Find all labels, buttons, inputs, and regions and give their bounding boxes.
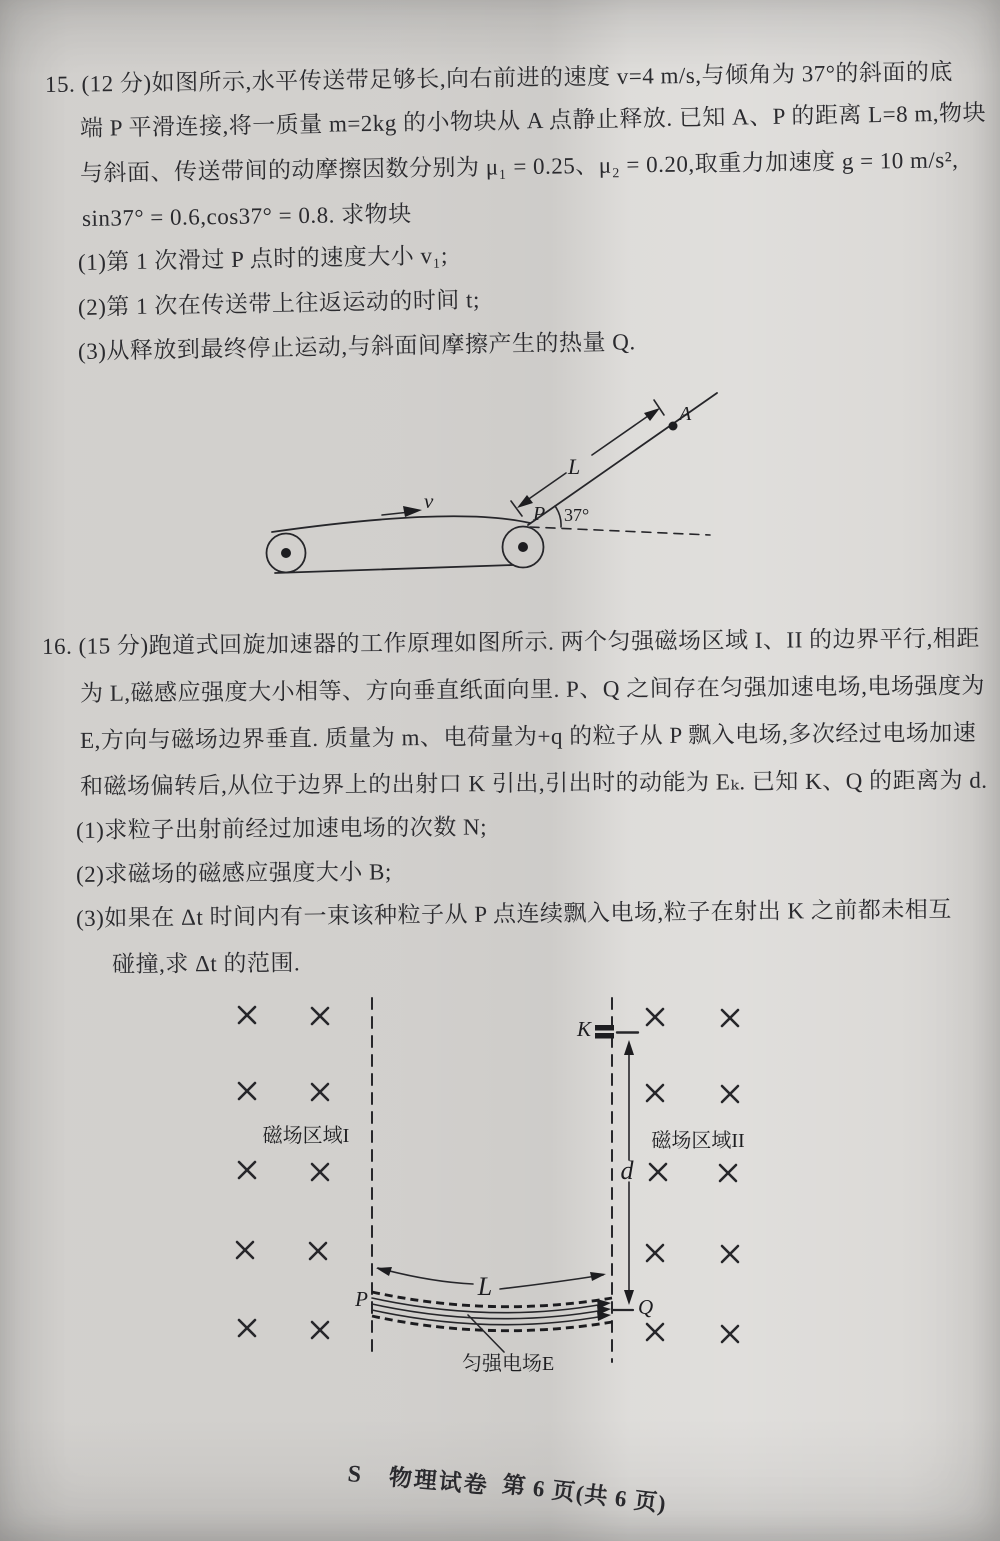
region1-crosses bbox=[237, 1007, 328, 1338]
p16-line-4: 和磁场偏转后,从位于边界上的出射口 K 引出,引出时的动能为 Eₖ. 已知 K、Q 的距离为 d. bbox=[79, 767, 988, 799]
field-into-page-cross bbox=[722, 1086, 738, 1102]
p15-question-3: (3)从释放到最终停止运动,与斜面间摩擦产生的热量 Q. bbox=[77, 329, 636, 364]
field-into-page-cross bbox=[722, 1010, 738, 1026]
dimension-end-tick-p bbox=[511, 501, 522, 516]
p16-line-1: 16. (15 分)跑道式回旋加速器的工作原理如图所示. 两个匀强磁场区域 I、II 的边界平行,相距 bbox=[41, 625, 980, 659]
p15-line-4: sin37° = 0.6,cos37° = 0.8. 求物块 bbox=[81, 201, 412, 231]
l-dimension-right-segment bbox=[500, 1275, 603, 1289]
dimension-arrowhead-upper bbox=[644, 408, 660, 421]
right-pulley-axle bbox=[518, 542, 528, 552]
l-arrowhead-left bbox=[376, 1267, 392, 1276]
field-label-pointer-line bbox=[468, 1315, 504, 1352]
field-into-page-cross bbox=[237, 1242, 253, 1258]
exit-port-bar-bottom bbox=[595, 1033, 614, 1039]
region2-crosses bbox=[647, 1009, 738, 1342]
cyclotron-field-diagram bbox=[200, 990, 780, 1390]
uniform-field-label: 匀强电场E bbox=[462, 1353, 555, 1375]
angle-label: 37° bbox=[564, 505, 590, 525]
p16-question-2: (2)求磁场的磁感应强度大小 B; bbox=[75, 859, 392, 887]
exam-code: S bbox=[346, 1461, 363, 1489]
point-p-label: P bbox=[533, 503, 546, 525]
p15-question-1: (1)第 1 次滑过 P 点时的速度大小 v₁; bbox=[77, 242, 449, 275]
distance-d-label: d bbox=[620, 1156, 634, 1185]
page-footer bbox=[347, 1455, 669, 1516]
field-into-page-cross bbox=[239, 1320, 255, 1336]
p15-line-2: 端 P 平滑连接,将一质量 m=2kg 的小物块从 A 点静止释放. 已知 A、P 的距离 L=8 m,物块 bbox=[79, 100, 987, 141]
page-number-info: 第 6 页(共 6 页) bbox=[501, 1471, 669, 1517]
field-line-3-arrowhead bbox=[597, 1311, 611, 1321]
field-into-page-cross bbox=[647, 1085, 663, 1101]
field-into-page-cross bbox=[722, 1246, 738, 1262]
field-into-page-cross bbox=[647, 1245, 663, 1261]
belt-velocity-arrowhead bbox=[403, 506, 422, 517]
field-into-page-cross bbox=[312, 1164, 328, 1180]
point-a-dot bbox=[669, 422, 678, 431]
field-into-page-cross bbox=[312, 1008, 328, 1024]
belt-bottom-line bbox=[275, 565, 513, 573]
l-arrowhead-right bbox=[590, 1272, 606, 1281]
p16-question-1: (1)求粒子出射前经过加速电场的次数 N; bbox=[75, 814, 488, 843]
p15-line-3: 与斜面、传送带间的动摩擦因数分别为 μ₁ = 0.25、μ₂ = 0.20,取重力加速度 g = 10 m/s², bbox=[79, 147, 959, 186]
exit-port-bar-top bbox=[595, 1025, 614, 1031]
field-into-page-cross bbox=[650, 1164, 666, 1180]
field-into-page-cross bbox=[312, 1322, 328, 1338]
p16-line-3: E,方向与磁场边界垂直. 质量为 m、电荷量为+q 的粒子从 P 飘入电场,多次经过电场加速 bbox=[79, 720, 977, 753]
field-into-page-cross bbox=[647, 1009, 663, 1025]
angle-arc bbox=[555, 506, 561, 527]
left-pulley-axle bbox=[281, 548, 291, 558]
p15-question-2: (2)第 1 次在传送带上往返运动的时间 t; bbox=[77, 287, 481, 320]
dimension-line-upper bbox=[592, 416, 648, 455]
field-into-page-cross bbox=[239, 1007, 255, 1023]
field-into-page-cross bbox=[312, 1084, 328, 1100]
field-into-page-cross bbox=[647, 1324, 663, 1340]
d-arrowhead-down bbox=[624, 1290, 634, 1305]
field-into-page-cross bbox=[239, 1083, 255, 1099]
p16-question-3-line-2: 碰撞,求 Δt 的范围. bbox=[111, 950, 301, 977]
point-p-label: P bbox=[355, 1287, 368, 1311]
point-q-label: Q bbox=[638, 1295, 654, 1319]
conveyor-belt-incline-diagram bbox=[230, 378, 750, 593]
field-into-page-cross bbox=[310, 1243, 326, 1259]
field-into-page-cross bbox=[722, 1326, 738, 1342]
incline-length-label: L bbox=[568, 454, 581, 479]
velocity-label: v bbox=[424, 489, 434, 513]
region2-label: 磁场区域II bbox=[651, 1130, 745, 1152]
point-a-label: A bbox=[679, 403, 692, 425]
d-arrowhead-up bbox=[624, 1040, 634, 1055]
p15-line-1: 15. (12 分)如图所示,水平传送带足够长,向右前进的速度 v=4 m/s,与倾角为 37°的斜面的底 bbox=[44, 59, 954, 97]
field-into-page-cross bbox=[720, 1165, 736, 1181]
p16-line-2: 为 L,磁感应强度大小相等、方向垂直纸面向里. P、Q 之间存在匀强加速电场,电场强度为 bbox=[79, 673, 986, 706]
l-dimension-left-segment bbox=[378, 1268, 473, 1284]
p16-question-3-line-1: (3)如果在 Δt 时间内有一束该种粒子从 P 点连续飘入电场,粒子在射出 K 之前都未相互 bbox=[75, 896, 952, 931]
distance-l-label: L bbox=[477, 1272, 493, 1301]
field-into-page-cross bbox=[239, 1162, 255, 1178]
horizontal-dashed-line bbox=[530, 527, 710, 535]
paper-title: 物理试卷 bbox=[387, 1464, 490, 1499]
exit-port-k-label: K bbox=[576, 1017, 591, 1041]
region1-label: 磁场区域I bbox=[262, 1125, 350, 1147]
belt-top-line bbox=[272, 516, 530, 532]
